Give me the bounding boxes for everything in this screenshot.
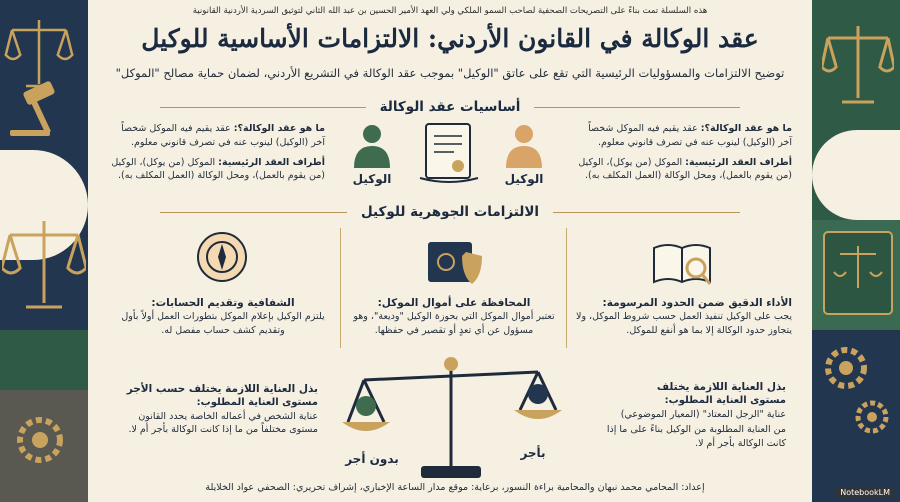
gavel-icon <box>6 78 76 138</box>
gear-icon <box>850 395 894 439</box>
obligation-3-title: الشفافية وتقديم الحسابات: <box>151 297 295 309</box>
basics-right-block <box>572 122 792 183</box>
basics-right-q2-text: الموكل (من يوكل)، الوكيل (من يقوم بالعمل)، ومحل الوكالة (العمل المكلف به). <box>578 156 792 182</box>
care-right-text1: عناية "الرجل المعتاد" (المعيار الموضوعي) <box>620 408 786 420</box>
care-left-block <box>118 382 318 437</box>
basics-right-q1-text: عقد يقيم فيه الموكل شخصاً آخر (الوكيل) لينوب عنه في تصرف قانوني معلوم. <box>588 123 792 148</box>
basics-left-block <box>110 122 325 183</box>
book-icon <box>820 228 896 318</box>
care-left-subtitle: مستوى العناية المطلوب: <box>196 397 318 409</box>
scales-icon <box>822 20 894 110</box>
basics-left-q1-title: ما هو عقد الوكالة؟: <box>233 123 325 134</box>
obligations-heading <box>160 201 740 223</box>
basics-left-q2-title: أطراف العقد الرئيسية: <box>218 156 325 168</box>
person-left-label: الوكيل <box>352 172 392 186</box>
footer-credits: إعداد: المحامي محمد نبهان والمحامية براءة النسور، برعاية: موقع مدار الساعة الإخباري، إشراف تحريري: الصحفي عواد الخلايلة <box>205 482 705 493</box>
person-icon <box>502 122 546 170</box>
person-icon <box>350 122 394 170</box>
obligation-2 <box>348 296 560 338</box>
care-left-text: عناية الشخص في أعماله الخاصة يحدد القانون مستوى مختلفاً من ما إذا كانت الوكالة بأجر أم لا. <box>128 410 318 436</box>
basics-left-q2-text: الموكل (من يوكل)، الوكيل (من يقوم بالعمل)، ومحل الوكالة (العمل المكلف به). <box>111 156 325 182</box>
obligation-1 <box>572 296 792 338</box>
obligation-3 <box>112 296 334 338</box>
brand-watermark: NotebookLM <box>836 487 894 498</box>
obligation-2-title: المحافظة على أموال الموكل: <box>377 297 531 309</box>
page-title: عقد الوكالة في القانون الأردني: الالتزامات الأساسية للوكيل <box>141 24 759 53</box>
book-magnifier-icon <box>650 240 714 290</box>
care-right-text2: من العناية المطلوبة من الوكيل بناءً على ما إذا كانت الوكالة بأجر أم لا. <box>606 424 786 450</box>
basics-right-q2-title: أطراف العقد الرئيسية: <box>685 156 792 168</box>
gear-icon <box>818 340 874 396</box>
right-decor-panel <box>812 0 900 502</box>
care-right-block <box>596 380 786 451</box>
person-right-label: الوكيل <box>504 172 544 186</box>
column-divider <box>340 228 341 348</box>
care-right-title: بذل العناية اللازمة يختلف <box>656 381 786 393</box>
safe-shield-icon <box>426 238 484 288</box>
scale-right-label: بأجر <box>520 446 546 460</box>
basics-left-q1-text: عقد يقيم فيه الموكل شخصاً آخر (الوكيل) لينوب عنه في تصرف قانوني معلوم. <box>121 123 325 148</box>
gear-icon <box>10 410 70 470</box>
contract-scroll-icon <box>418 120 480 186</box>
scales-icon <box>2 215 86 315</box>
care-right-subtitle: مستوى العناية المطلوب: <box>664 395 786 407</box>
column-divider <box>566 228 567 348</box>
scale-left-label: بدون أجر <box>345 452 399 466</box>
care-left-title: بذل العناية اللازمة يختلف حسب الأجر <box>126 383 318 395</box>
basics-heading <box>160 96 740 118</box>
page-subtitle: توضيح الالتزامات والمسؤوليات الرئيسية التي تقع على عاتق "الوكيل" بموجب عقد الوكالة في التشريع الأردني، لضمان حماية مصالح "الموكل" <box>115 66 785 80</box>
basics-heading-text: أساسيات عقد الوكالة <box>379 99 521 115</box>
obligation-3-text: يلتزم الوكيل بإعلام الموكل بتطورات العمل أولاً بأول وتقديم كشف حساب مفصل له. <box>121 311 325 336</box>
obligations-heading-text: الالتزامات الجوهرية للوكيل <box>360 204 540 220</box>
obligation-1-text: يجب على الوكيل تنفيذ العمل حسب شروط الموكل، ولا يتجاوز حدود الوكالة إلا بما هو أنفع للموكل. <box>576 311 792 336</box>
obligation-1-title: الأداء الدقيق ضمن الحدود المرسومة: <box>602 297 792 309</box>
left-decor-panel <box>0 0 88 502</box>
basics-right-q1-title: ما هو عقد الوكالة؟: <box>700 123 792 134</box>
compass-icon <box>197 232 247 282</box>
obligation-2-text: تعتبر أموال الموكل التي بحوزة الوكيل "وديعة"، وهو مسؤول عن أي تعدٍ أو تقصير في حفظها. <box>353 311 555 336</box>
top-note: هذه السلسلة تمت بناءً على التصريحات الصحفية لصاحب السمو الملكي ولي العهد الأمير الحسين بن عبد الله الثاني لتوثيق السردية الأردنية القانونية <box>192 6 708 16</box>
